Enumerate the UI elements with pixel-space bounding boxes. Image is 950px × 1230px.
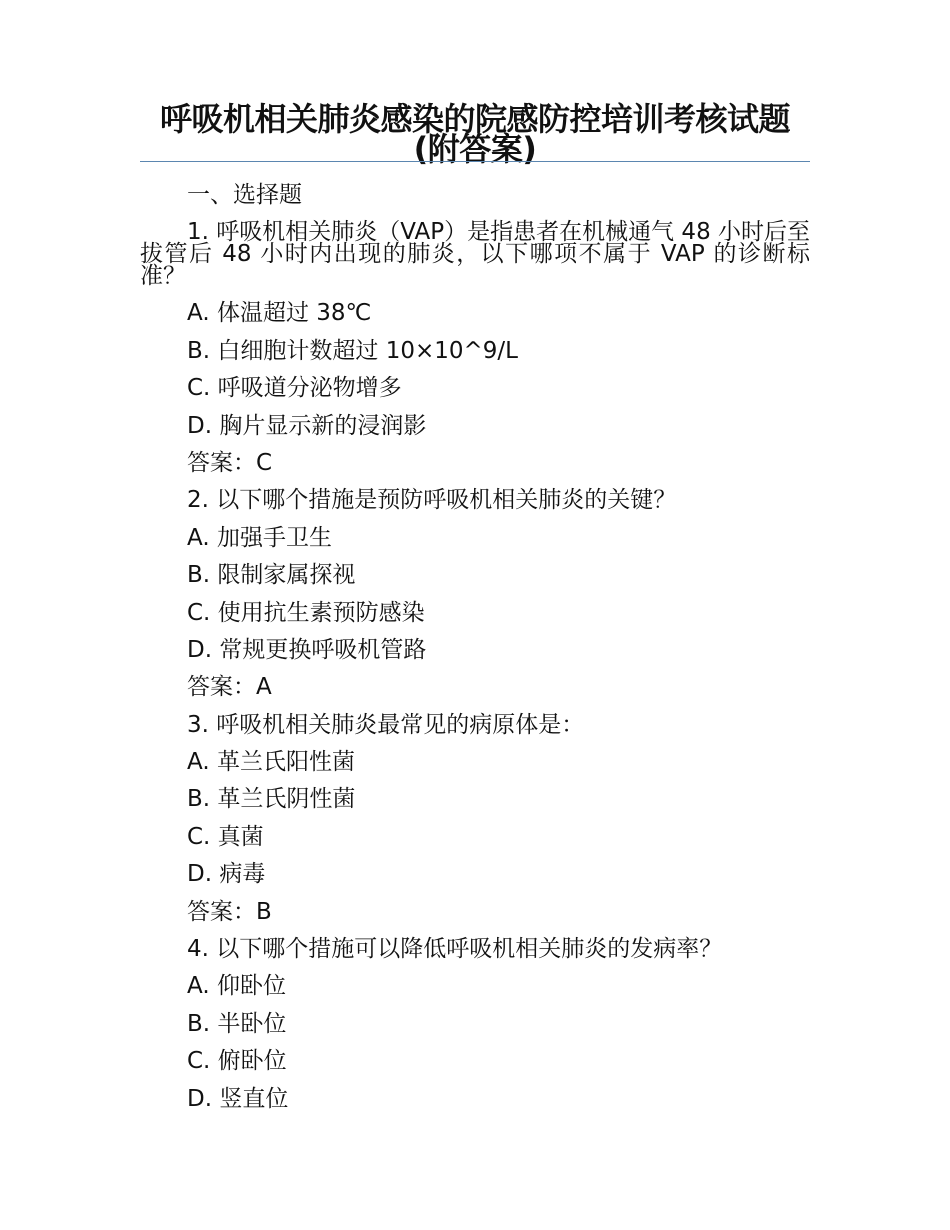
question-2-answer: 答案：A bbox=[187, 674, 272, 701]
question-3-option-d: D. 病毒 bbox=[187, 861, 266, 888]
title-underline bbox=[140, 161, 810, 162]
question-1-stem: 1. 呼吸机相关肺炎（VAP）是指患者在机械通气 48 小时后至拔管后 48 小时内出现的肺炎，以下哪项不属于 VAP 的诊断标准？ bbox=[140, 219, 811, 290]
section-heading: 一、选择题 bbox=[187, 182, 302, 208]
question-1-option-d: D. 胸片显示新的浸润影 bbox=[187, 412, 427, 439]
question-3-option-b: B. 革兰氏阴性菌 bbox=[187, 786, 356, 813]
document-body bbox=[140, 177, 810, 1118]
question-1-option-c: C. 呼吸道分泌物增多 bbox=[187, 375, 402, 402]
question-4-option-b: B. 半卧位 bbox=[187, 1010, 287, 1037]
question-3-answer: 答案：B bbox=[187, 898, 272, 925]
question-4-stem: 4. 以下哪个措施可以降低呼吸机相关肺炎的发病率？ bbox=[187, 936, 723, 963]
question-2-option-d: D. 常规更换呼吸机管路 bbox=[187, 636, 427, 663]
question-2-option-b: B. 限制家属探视 bbox=[187, 562, 356, 589]
question-4-option-d: D. 竖直位 bbox=[187, 1085, 289, 1112]
question-1-answer: 答案：C bbox=[187, 449, 273, 476]
document-title: 呼吸机相关肺炎感染的院感防控培训考核试题(附答案) bbox=[159, 100, 790, 168]
question-4-option-a: A. 仰卧位 bbox=[187, 973, 286, 1000]
question-2-stem: 2. 以下哪个措施是预防呼吸机相关肺炎的关键？ bbox=[187, 487, 677, 514]
question-4-option-c: C. 俯卧位 bbox=[187, 1048, 287, 1075]
question-3-stem: 3. 呼吸机相关肺炎最常见的病原体是： bbox=[187, 711, 585, 738]
question-3-option-c: C. 真菌 bbox=[187, 823, 264, 850]
question-1-option-b: B. 白细胞计数超过 10×10^9/L bbox=[187, 337, 518, 364]
question-1-option-a: A. 体温超过 38℃ bbox=[187, 300, 372, 327]
question-2-option-c: C. 使用抗生素预防感染 bbox=[187, 599, 425, 626]
question-2-option-a: A. 加强手卫生 bbox=[187, 524, 332, 551]
question-3-option-a: A. 革兰氏阳性菌 bbox=[187, 749, 355, 776]
